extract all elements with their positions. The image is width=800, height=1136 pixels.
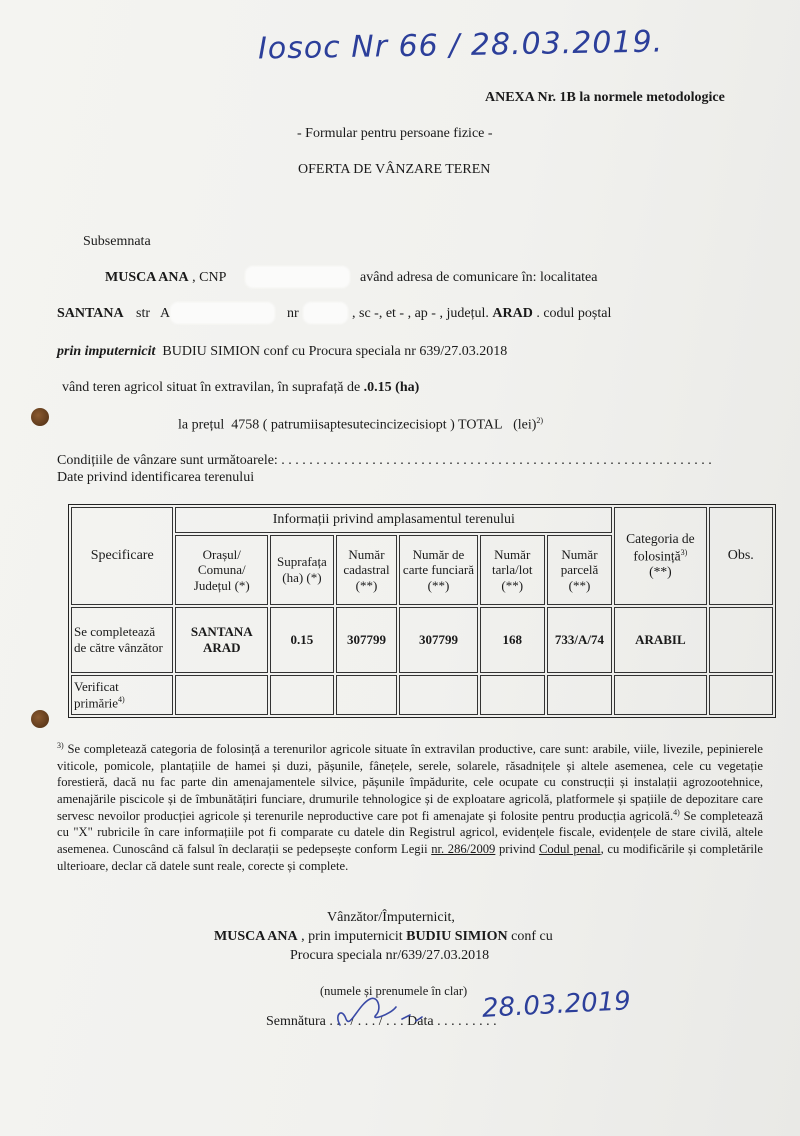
address-rest: , sc -, et - , ap - , județul. (352, 306, 489, 321)
footnote-text-3: privind (498, 842, 536, 857)
street-initial: A (160, 306, 171, 321)
row-verified-text: Verificat primărie (74, 679, 119, 711)
address-intro: având adresa de comunicare în: localitatea (360, 270, 598, 285)
signature-dots: . . . / . . . / . . . (329, 1014, 404, 1029)
cell-city-line1: SANTANA (190, 624, 253, 640)
cell-city-line2: ARAD (202, 640, 241, 655)
cell-obs (709, 607, 773, 673)
signature-procura: Procura speciala nr/639/27.03.2018 (290, 948, 490, 963)
verified-cell (709, 675, 773, 715)
footnote-text-4: , cu modificările și completările ulterioare, declar că datele sunt reale, corecte și complete. (57, 842, 763, 873)
sale-line (62, 380, 419, 396)
signature-role: Vânzător/Împuternicit, (327, 910, 455, 925)
sale-area: .0.15 (ha) (363, 380, 420, 395)
signature-label: Semnătura (266, 1014, 326, 1029)
category-header-tail: (**) (649, 564, 672, 580)
price-prefix: la prețul (178, 417, 225, 433)
form-type: - Formular pentru persoane fizice - (297, 126, 493, 141)
row-verified-sup: 4) (118, 694, 125, 704)
footnote-text-2: Se completează cu "X" rubricile în care informațiile pot fi comparate cu datele din Registrul agricol, evidențele fiscale, evidențele de stare civilă, altele asemenea. Cunoscând că falsul în declarații se pedepsește conform Legii (57, 808, 764, 857)
signature-via: , prin imputernicit (301, 929, 403, 944)
price-line (178, 416, 543, 434)
redacted-cnp (245, 266, 350, 288)
verified-cell (614, 675, 706, 715)
category-header (614, 507, 706, 605)
postal-label: . codul poștal (536, 306, 612, 321)
spec-header: Specificare (71, 507, 173, 605)
footnote-text-1: Se completează categoria de folosință a terenurilor agricole situate în extravilan productive, care sunt: arabile, viile, livezile, pepinierele viticole, pomicole, plantațiile de hamei și duzi, pășunile, fânețele, serele, solarele, răsadnițele și altele asemenea, cele cu vegetație forestieră, dacă nu fac parte din amenajamentele silvice, pășunile împădurite, cele ocupate cu construcții și instalații agrozootehnice, amenajările piscicole și de îmbunătățiri funciare, drumurile tehnologice și de exploatare agricolă, platformele și spațiile de depozitare care servesc nevoilor producției agricole și terenurile neproductive care pot fi amenajate și folosite pentru producția agricolă. (57, 742, 763, 823)
street-label: str (136, 306, 150, 321)
handwritten-signature (330, 985, 440, 1035)
subsemnata-label: Subsemnata (83, 234, 151, 249)
footnote-sup-4: 4) (673, 807, 680, 817)
category-header-sup: 3) (680, 547, 688, 557)
signature-names-line (214, 929, 553, 945)
penal-code-reference: Codul penal (538, 842, 601, 857)
land-data-title: Date privind identificarea terenului (57, 470, 255, 485)
price-value: 4758 ( patrumiisaptesutecincizecisiopt ) TOTAL (231, 417, 503, 433)
verified-cell (399, 675, 477, 715)
verified-cell (547, 675, 612, 715)
category-header-text: Categoria de folosință (626, 531, 695, 564)
group-header: Informații privind amplasamentul terenului (175, 507, 612, 533)
footnote-sup-3: 3) (57, 741, 64, 750)
proxy-line (57, 344, 507, 360)
form-title: OFERTA DE VÂNZARE TEREN (298, 162, 491, 177)
address-rest-line (352, 306, 611, 322)
land-table (68, 504, 776, 718)
verified-cell (175, 675, 268, 715)
verified-cell (270, 675, 334, 715)
price-sup: 2) (536, 416, 544, 425)
locality: SANTANA (57, 306, 124, 321)
row-seller-label: Se completează de către vânzător (71, 607, 173, 673)
sale-prefix: vând teren agricol situat în extravilan, în suprafață de (62, 380, 361, 395)
annex-title: ANEXA Nr. 1B la normele metodologice (485, 90, 725, 105)
seller-name: MUSCA ANA (105, 270, 189, 285)
signature-conf: conf cu (511, 929, 553, 944)
proxy-text: BUDIU SIMION conf cu Procura speciala nr 639/27.03.2018 (162, 344, 508, 359)
row-verified-label (71, 675, 173, 715)
handwritten-date: 28.03.2019 (481, 986, 632, 1024)
signature-name-hint: (numele și prenumele în clar) (320, 984, 468, 998)
signature-seller-name: MUSCA ANA (214, 929, 298, 944)
col-tarla-header: Număr tarla/lot (**) (480, 535, 545, 605)
verified-cell (336, 675, 398, 715)
cnp-label: , CNP (192, 270, 227, 285)
price-unit: (lei) (513, 417, 537, 433)
obs-header: Obs. (709, 507, 773, 605)
law-reference: nr. 286/2009 (431, 842, 496, 857)
col-city-header: Orașul/ Comuna/ Județul (*) (175, 535, 268, 605)
proxy-label: prin imputernicit (57, 344, 156, 359)
cell-parcel: 733/A/74 (547, 607, 612, 673)
col-parcel-header: Număr parcelă (**) (547, 535, 612, 605)
conditions-line: Condițiile de vânzare sunt următoarele: . . . . . . . . . . . . . . . . . . . . . . . . . . . . . . . . . . . . . . . . . . . . . . . . . . . . . . . . . . . . . . (57, 453, 712, 468)
col-area-header: Suprafața (ha) (*) (270, 535, 334, 605)
col-cadastral-header: Număr cadastral (**) (336, 535, 398, 605)
seller-line (105, 270, 226, 286)
cell-cf: 307799 (399, 607, 477, 673)
county: ARAD (492, 306, 533, 321)
cell-area: 0.15 (270, 607, 334, 673)
cell-tarla: 168 (480, 607, 545, 673)
col-cf-header: Număr de carte funciară (**) (399, 535, 477, 605)
date-label: Data . . . . . . . . . (407, 1014, 497, 1029)
signature-proxy-name: BUDIU SIMION (406, 929, 508, 944)
cell-category: ARABIL (614, 607, 706, 673)
cell-cadastral: 307799 (336, 607, 398, 673)
punch-hole-top (31, 408, 49, 426)
cell-city (175, 607, 268, 673)
redacted-street (170, 302, 275, 324)
redacted-number (303, 302, 348, 324)
nr-label: nr (287, 306, 299, 321)
footnote-paragraph (57, 741, 763, 874)
verified-cell (480, 675, 545, 715)
punch-hole-bottom (31, 710, 49, 728)
handwritten-registration: Iosoc Nr 66 / 28.03.2019. (257, 24, 664, 67)
